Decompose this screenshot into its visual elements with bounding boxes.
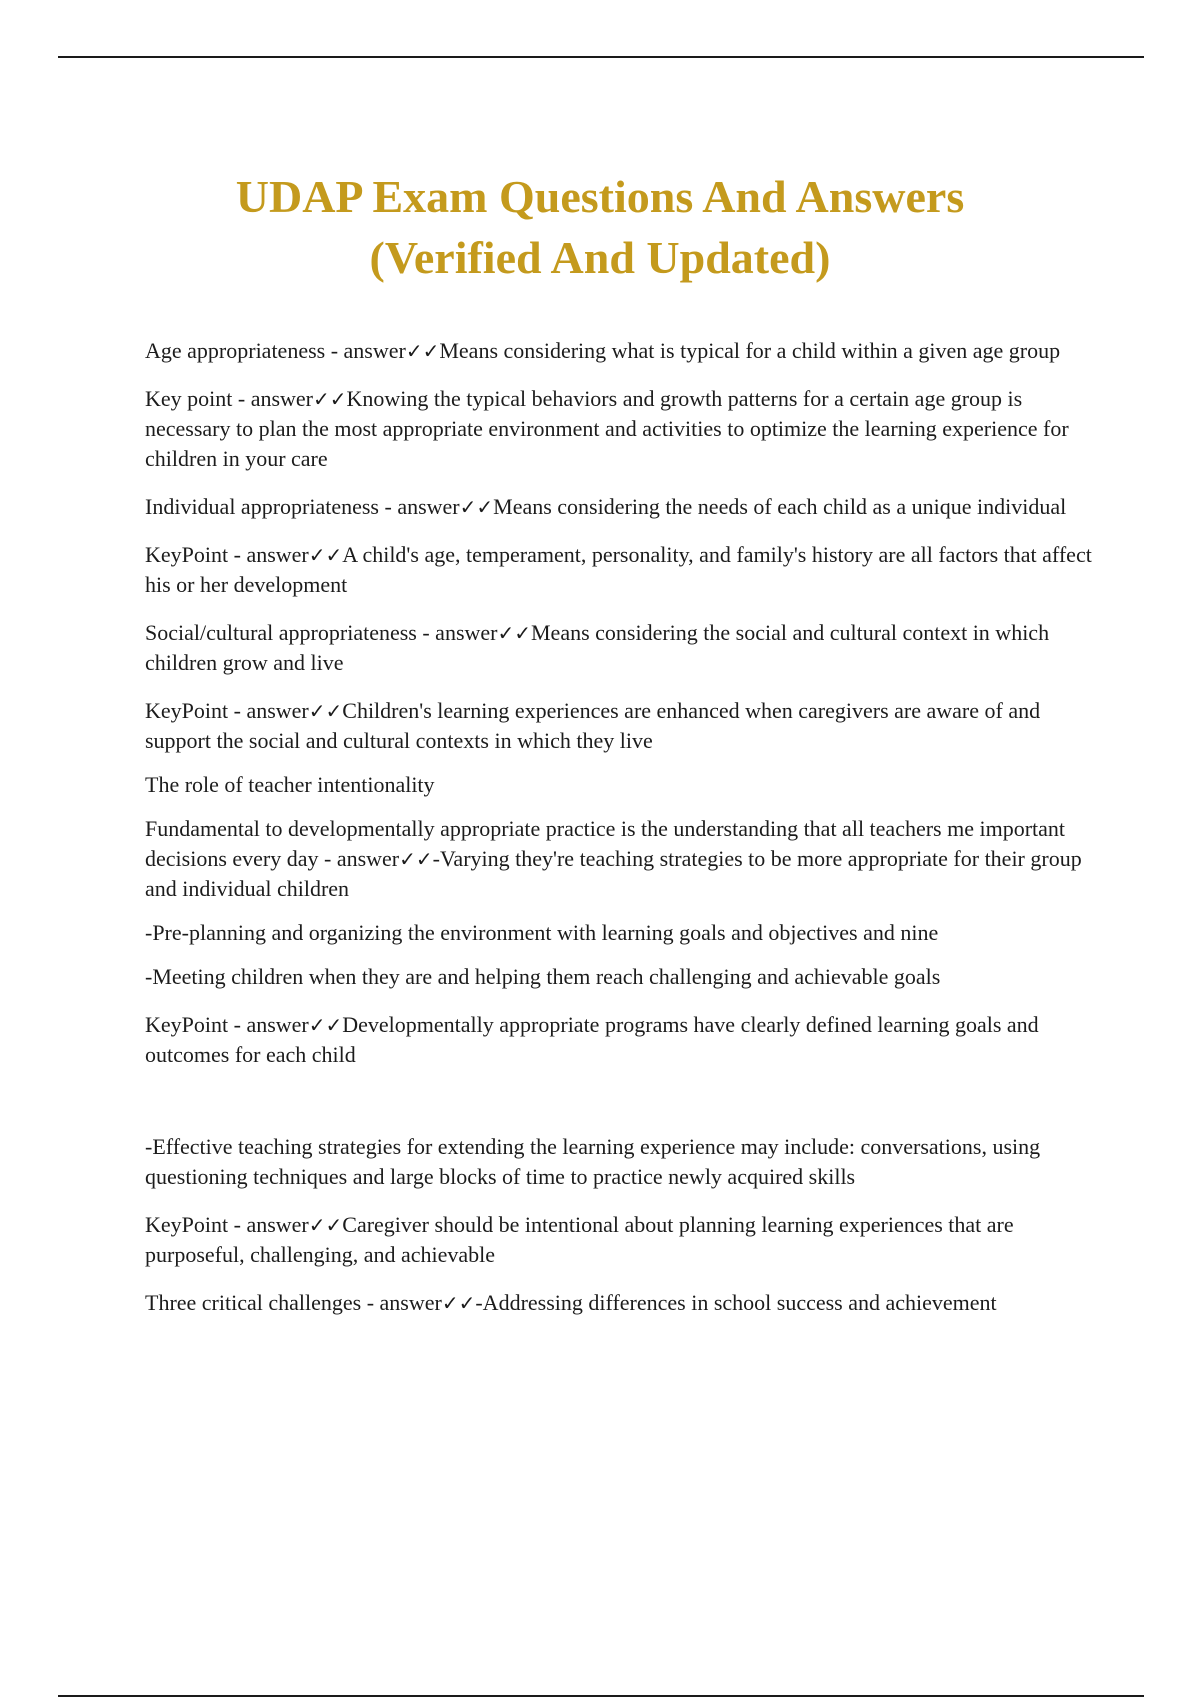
- double-check-icon: ✓✓: [405, 339, 440, 363]
- qa-term: Three critical challenges - answer: [145, 1290, 442, 1315]
- qa-answer: Knowing the typical behaviors and growth patterns for a certain age group is necessary to plan the most appropriate environment and activities to optimize the learning experience for children in your care: [145, 386, 1069, 471]
- qa-item: [145, 384, 1095, 474]
- qa-item: [145, 1288, 1095, 1318]
- double-check-icon: ✓✓: [441, 1291, 476, 1315]
- double-check-icon: ✓✓: [308, 543, 343, 567]
- qa-term: Individual appropriateness - answer: [145, 494, 460, 519]
- double-check-icon: ✓✓: [308, 699, 343, 723]
- qa-item: [145, 696, 1095, 756]
- page-title: [0, 166, 1200, 288]
- qa-term: Key point - answer: [145, 386, 314, 411]
- qa-answer: Caregiver should be intentional about planning learning experiences that are purposeful, challenging, and achievable: [145, 1212, 1014, 1267]
- title-line-1: UDAP Exam Questions And Answers: [235, 171, 965, 222]
- qa-answer: Developmentally appropriate programs have clearly defined learning goals and outcomes for each child: [145, 1012, 1039, 1067]
- title-line-2: (Verified And Updated): [369, 232, 831, 283]
- double-check-icon: ✓✓: [308, 1213, 343, 1237]
- top-rule: [58, 56, 1144, 58]
- bottom-rule: [58, 1695, 1144, 1697]
- qa-item: [145, 336, 1095, 366]
- section-heading: The role of teacher intentionality: [145, 772, 435, 797]
- qa-item: [145, 814, 1095, 904]
- qa-answer: -Addressing differences in school success and achievement: [475, 1290, 997, 1315]
- double-check-icon: ✓✓: [459, 495, 494, 519]
- double-check-icon: ✓✓: [497, 621, 531, 645]
- qa-term: KeyPoint - answer: [145, 542, 309, 567]
- qa-answer: Means considering what is typical for a child within a given age group: [439, 338, 1061, 363]
- qa-answer: A child's age, temperament, personality, and family's history are all factors that affect his or her development: [145, 542, 1092, 597]
- bullet-item: -Meeting children when they are and helping them reach challenging and achievable goals: [145, 964, 941, 989]
- document-body: [145, 336, 1095, 1318]
- qa-term: KeyPoint - answer: [145, 1012, 309, 1037]
- double-check-icon: ✓✓: [313, 387, 347, 411]
- qa-item: [145, 618, 1095, 678]
- qa-item: [145, 540, 1095, 600]
- double-check-icon: ✓✓: [399, 847, 433, 871]
- qa-term: Social/cultural appropriateness - answer: [145, 620, 498, 645]
- qa-item: [145, 492, 1095, 522]
- qa-answer: -Varying they're teaching strategies to be more appropriate for their group and individual children: [145, 846, 1082, 901]
- qa-term: KeyPoint - answer: [145, 1212, 309, 1237]
- qa-term: Fundamental to developmentally appropriate practice is the understanding that all teachers me important decisions every day - answer: [145, 816, 1066, 871]
- bullet-item: -Pre-planning and organizing the environment with learning goals and objectives and nine: [145, 920, 939, 945]
- qa-answer: Means considering the social and cultural context in which children grow and live: [145, 620, 1050, 675]
- qa-item: [145, 1010, 1095, 1070]
- qa-term: KeyPoint - answer: [145, 698, 309, 723]
- bullet-item: -Effective teaching strategies for extending the learning experience may include: conversations, using questioning techniques and large blocks of time to practice newly acquired skills: [145, 1134, 1041, 1189]
- qa-item: [145, 1210, 1095, 1270]
- qa-answer: Children's learning experiences are enhanced when caregivers are aware of and support the social and cultural contexts in which they live: [145, 698, 1041, 753]
- qa-term: Age appropriateness - answer: [145, 338, 406, 363]
- qa-answer: Means considering the needs of each child as a unique individual: [493, 494, 1067, 519]
- double-check-icon: ✓✓: [308, 1013, 343, 1037]
